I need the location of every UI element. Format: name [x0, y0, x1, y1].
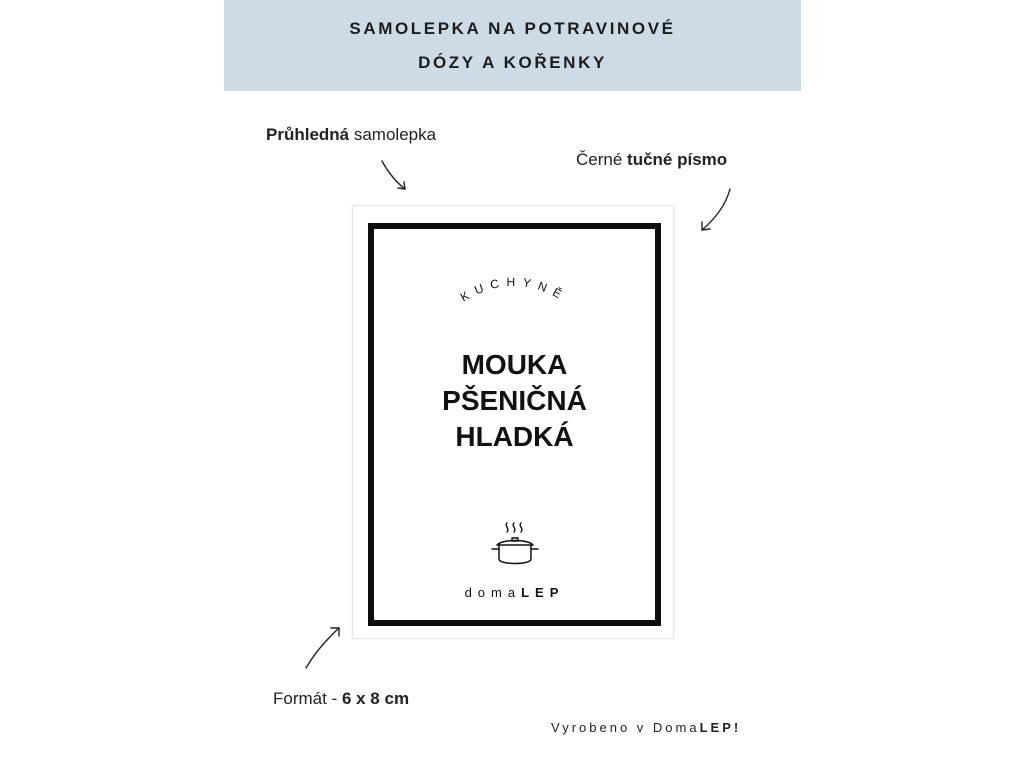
brand-bold: LEP — [521, 585, 565, 600]
note-format-text: Formát - — [273, 689, 342, 708]
footer-made-by — [551, 720, 741, 735]
footer-brand-bold: LEP! — [699, 720, 742, 735]
product-name — [374, 347, 655, 455]
note-transparent-sticker — [266, 125, 436, 145]
svg-text:KUCHYNĚ — [458, 275, 571, 304]
sticker-frame — [368, 223, 661, 626]
product-name-line-3: HLADKÁ — [455, 421, 574, 452]
product-name-line-2: PŠENIČNÁ — [442, 385, 587, 416]
arrow-down-right-icon — [378, 158, 410, 194]
note-format — [273, 689, 409, 709]
header-title-line-1: SAMOLEPKA NA POTRAVINOVÉ — [349, 19, 676, 38]
header-title-line-2: DÓZY A KOŘENKY — [418, 53, 607, 72]
note-transparent-bold: Průhledná — [266, 125, 350, 144]
note-transparent-text: samolepka — [349, 125, 437, 144]
footer-text: Vyrobeno v Doma — [551, 720, 700, 735]
product-name-line-1: MOUKA — [461, 349, 568, 380]
category-arc-label — [444, 259, 584, 309]
note-font-text: Černé — [576, 150, 628, 169]
brand-logo — [374, 585, 655, 600]
note-format-bold: 6 x 8 cm — [341, 689, 410, 708]
cooking-pot-icon — [488, 519, 540, 571]
arrow-down-left-icon — [696, 186, 736, 236]
header-banner — [224, 0, 801, 91]
note-black-bold-font — [576, 150, 727, 170]
category-text: KUCHYNĚ — [457, 274, 571, 305]
brand-regular: doma — [464, 585, 522, 600]
note-font-bold: tučné písmo — [627, 150, 728, 169]
arrow-up-right-icon — [302, 622, 346, 672]
sticker-preview — [352, 205, 674, 639]
